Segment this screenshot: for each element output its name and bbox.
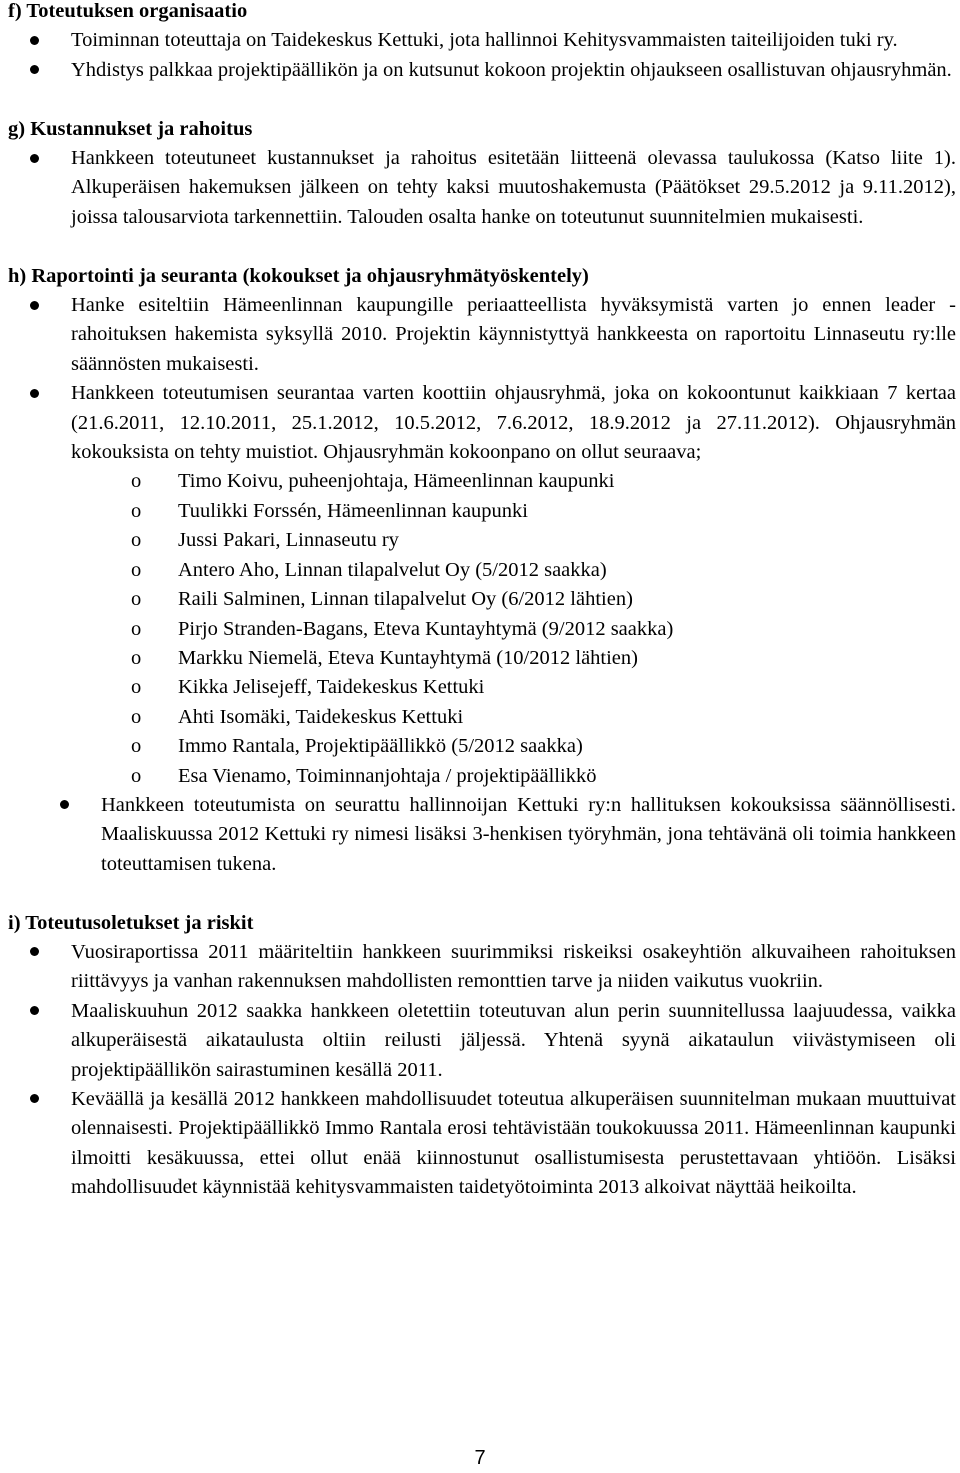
list-item: Keväällä ja kesällä 2012 hankkeen mahdollisuudet toteutua alkuperäisen suunnitelman mukaan muuttuivat olennaisesti. Projektipäällikkö Immo Rantala erosi tehtävistään toukokuussa 2011. Hämeenlinnan kaupunki ilmoitti kesäkuussa, ettei ollut enää kiinnostunut osallistumisesta perustettavaan yhtiöön. Lisäksi mahdollisuudet käynnistää kehitysvammaisten taidetyötoiminta 2013 alkoivat näyttää heikoilta. bbox=[8, 1085, 956, 1203]
section-g-heading: g) Kustannukset ja rahoitus bbox=[8, 117, 253, 140]
list-item: Hanke esiteltiin Hämeenlinnan kaupungille periaatteellista hyväksymistä varten jo ennen leader -rahoituksen hakemista syksyllä 2010. Projektin käynnistyttyä hankkeesta on raportoitu Linnaseutu ry:lle säännösten mukaisesti. bbox=[8, 291, 956, 379]
spacer bbox=[8, 85, 956, 114]
list-item: Yhdistys palkkaa projektipäällikön ja on kutsunut kokoon projektin ohjaukseen osallistuvan ohjausryhmän. bbox=[8, 56, 956, 85]
list-item bbox=[8, 379, 956, 791]
document-page bbox=[8, 0, 956, 1203]
list-item: Toiminnan toteuttaja on Taidekeskus Kettuki, jota hallinnoi Kehitysvammaisten taiteilijoiden tuki ry. bbox=[8, 26, 956, 55]
member-item: o Antero Aho, Linnan tilapalvelut Oy (5/2012 saakka) bbox=[8, 556, 956, 585]
spacer bbox=[8, 232, 956, 261]
member-item: o Pirjo Stranden-Bagans, Eteva Kuntayhtymä (9/2012 saakka) bbox=[8, 615, 956, 644]
member-item: o Raili Salminen, Linnan tilapalvelut Oy (6/2012 lähtien) bbox=[8, 585, 956, 614]
member-item: o Ahti Isomäki, Taidekeskus Kettuki bbox=[8, 703, 956, 732]
section-h-list bbox=[8, 291, 956, 791]
member-item: o Markku Niemelä, Eteva Kuntayhtymä (10/2012 lähtien) bbox=[8, 644, 956, 673]
section-f-list bbox=[8, 26, 956, 85]
member-item: o Immo Rantala, Projektipäällikkö (5/2012 saakka) bbox=[8, 732, 956, 761]
section-h-list-continued bbox=[8, 791, 956, 879]
section-f-heading: f) Toteutuksen organisaatio bbox=[8, 0, 248, 22]
section-i-list bbox=[8, 938, 956, 1203]
list-item-text: Hankkeen toteutumisen seurantaa varten koottiin ohjausryhmä, joka on kokoontunut kaikkiaan 7 kertaa (21.6.2011, 12.10.2011, 25.1.2012, 10.5.2012, 7.6.2012, 18.9.2012 ja 27.11.2012). Ohjausryhmän kokouksista on tehty muistiot. Ohjausryhmän kokoonpano on ollut seuraava; bbox=[71, 382, 956, 464]
member-item: o Esa Vienamo, Toiminnanjohtaja / projektipäällikkö bbox=[8, 762, 956, 791]
section-h-heading: h) Raportointi ja seuranta (kokoukset ja ohjausryhmätyöskentely) bbox=[8, 264, 589, 287]
member-item: o Timo Koivu, puheenjohtaja, Hämeenlinnan kaupunki bbox=[8, 467, 956, 496]
steering-group-members bbox=[8, 467, 956, 790]
page-number: 7 bbox=[474, 1447, 486, 1469]
list-item: Maaliskuuhun 2012 saakka hankkeen oletettiin toteutuvan alun perin suunnitellussa laajuudessa, vaikka alkuperäisestä aikataulusta oltiin reilusti jäljessä. Yhtenä syynä aikataulun viivästymiseen oli projektipäällikön sairastuminen kesällä 2011. bbox=[8, 997, 956, 1085]
list-item: Hankkeen toteutumista on seurattu hallinnoijan Kettuki ry:n hallituksen kokouksissa säännöllisesti. Maaliskuussa 2012 Kettuki ry nimesi lisäksi 3-henkisen työryhmän, jona tehtävänä oli toimia hankkeen toteuttamisen tukena. bbox=[8, 791, 956, 879]
member-item: o Tuulikki Forssén, Hämeenlinnan kaupunki bbox=[8, 497, 956, 526]
spacer bbox=[8, 879, 956, 908]
member-item: o Kikka Jelisejeff, Taidekeskus Kettuki bbox=[8, 673, 956, 702]
member-item: o Jussi Pakari, Linnaseutu ry bbox=[8, 526, 956, 555]
list-item: Vuosiraportissa 2011 määriteltiin hankkeen suurimmiksi riskeiksi osakeyhtiön alkuvaiheen rahoituksen riittävyys ja vanhan rakennuksen mahdollisten remonttien tarve ja niiden vaikutus vuokriin. bbox=[8, 938, 956, 997]
list-item: Hankkeen toteutuneet kustannukset ja rahoitus esitetään liitteenä olevassa taulukossa (Katso liite 1). Alkuperäisen hakemuksen jälkeen on tehty kaksi muutoshakemusta (Päätökset 29.5.2012 ja 9.11.2012), joissa talousarviota tarkennettiin. Talouden osalta hanke on toteutunut suunnitelmien mukaisesti. bbox=[8, 144, 956, 232]
section-i-heading: i) Toteutusoletukset ja riskit bbox=[8, 911, 254, 934]
section-g-list bbox=[8, 144, 956, 232]
